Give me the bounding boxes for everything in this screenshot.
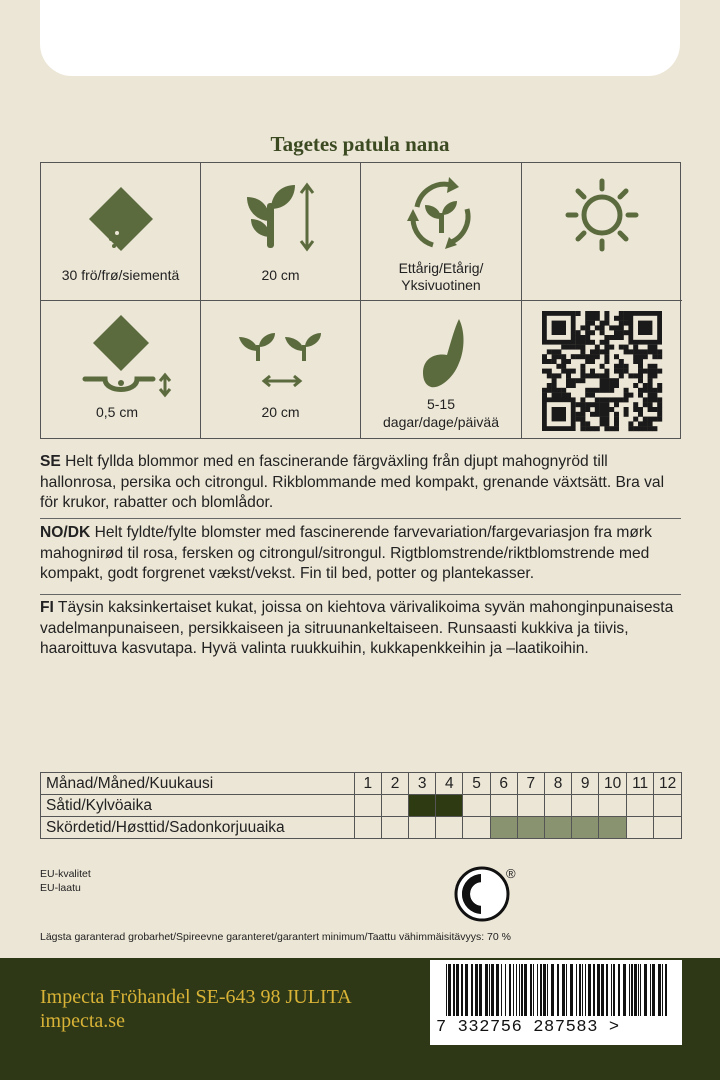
annual-cycle-icon (361, 163, 522, 273)
plant-spacing-icon (201, 301, 361, 411)
lang-code-nodk: NO/DK (40, 524, 91, 541)
growing-info-grid (40, 162, 681, 439)
month-cell: 6 (490, 773, 517, 795)
sowing-month-cell (409, 795, 436, 817)
annual-label-line1: Ettårig/Etårig/ (398, 260, 484, 276)
month-cell: 7 (517, 773, 544, 795)
calendar-empty-cell (381, 817, 408, 839)
plant-height-cell (201, 163, 361, 301)
calendar-empty-cell (490, 795, 517, 817)
month-cell: 4 (436, 773, 463, 795)
calendar-empty-cell (381, 795, 408, 817)
calendar-month-row (41, 773, 682, 795)
description-se (40, 452, 682, 514)
harvest-month-cell (599, 817, 627, 839)
annual-cell (361, 163, 522, 301)
sowing-month-cell (436, 795, 463, 817)
sun-icon (522, 163, 682, 273)
description-nodk (40, 523, 682, 585)
calendar-empty-cell (409, 817, 436, 839)
harvest-month-cell (572, 817, 599, 839)
calendar-harvest-row (41, 817, 682, 839)
month-cell: 5 (463, 773, 490, 795)
eu-quality-label: EU-kvalitet (40, 868, 91, 880)
month-cell: 3 (409, 773, 436, 795)
description-se-text: Helt fyllda blommor med en fascinerande färgväxling från djupt mahognyröd till hallonrosa, persika och citrongul. Rikblommande med kompakt, grenande växtsätt. Bra val för krukor, rabatter och blomlådor. (40, 453, 665, 511)
sprouting-seed-icon (361, 301, 522, 411)
seed-packet-icon (41, 163, 201, 273)
calendar-empty-cell (654, 817, 682, 839)
harvest-month-cell (544, 817, 571, 839)
company-address: Impecta Fröhandel SE-643 98 JULITA (40, 986, 352, 1008)
calendar-empty-cell (626, 817, 654, 839)
harvest-month-cell (490, 817, 517, 839)
plant-height-label: 20 cm (261, 267, 300, 283)
divider (40, 594, 681, 595)
calendar-empty-cell (436, 817, 463, 839)
lang-code-fi: FI (40, 599, 54, 616)
lang-code-se: SE (40, 453, 61, 470)
month-cell: 11 (626, 773, 654, 795)
calendar-empty-cell (463, 795, 490, 817)
germination-cell (361, 301, 522, 438)
calendar-empty-cell (654, 795, 682, 817)
sun-exposure-cell (522, 163, 682, 301)
description-nodk-text: Helt fyldte/fylte blomster med fascinerende farvevariation/fargevariasjon fra mørk mahognirød til rosa, fersken og citrongul/sitrongul. Rigtblomstrende/riktblomstrende med kompakt, godt forgrenet vækst/vekst. Fin til bed, potter og plantekasser. (40, 524, 652, 582)
germination-guarantee: Lägsta garanterad grobarhet/Spireevne garanteret/garantert minimum/Taattu vähimmäisitävyys: 70 % (40, 931, 511, 943)
eu-quality-label-fi: EU-laatu (40, 882, 81, 894)
calendar-empty-cell (354, 795, 381, 817)
month-row-label: Månad/Måned/Kuukausi (41, 773, 355, 795)
month-cell: 12 (654, 773, 682, 795)
barcode-bars (430, 960, 682, 1016)
species-title: Tagetes patula nana (270, 132, 450, 156)
calendar-empty-cell (354, 817, 381, 839)
sowing-calendar (40, 772, 682, 839)
description-fi-text: Täysin kaksinkertaiset kukat, joissa on kiehtova värivalikoima syvän mahonginpunaisesta vadelmanpunaiseen, persikkaiseen ja sitruunankeltaiseen. Runsaasti kukkiva ja tiivis, haaroittuva kasvutapa. Hyvä valinta ruukkuihin, kukkapenkkeihin ja –laatikoihin. (40, 599, 674, 657)
sow-depth-cell (41, 301, 201, 438)
seed-count-label: 30 frö/frø/siementä (61, 267, 180, 283)
plant-height-icon (201, 163, 361, 273)
calendar-sowing-row (41, 795, 682, 817)
calendar-empty-cell (463, 817, 490, 839)
calendar-empty-cell (599, 795, 627, 817)
month-cell: 8 (544, 773, 571, 795)
month-cell: 10 (599, 773, 627, 795)
sowing-row-label: Såtid/Kylvöaika (41, 795, 355, 817)
qr-code[interactable] (522, 301, 682, 438)
calendar-empty-cell (544, 795, 571, 817)
germination-days-label: 5-15 (426, 396, 456, 412)
divider (40, 518, 681, 519)
barcode-number: 7 332756 287583 > (436, 1018, 620, 1037)
hanging-hole-cutout (40, 0, 680, 76)
month-cell: 2 (381, 773, 408, 795)
calendar-empty-cell (572, 795, 599, 817)
registered-mark: ® (506, 866, 516, 881)
harvest-month-cell (517, 817, 544, 839)
calendar-empty-cell (626, 795, 654, 817)
plant-spacing-cell (201, 301, 361, 438)
sow-depth-label: 0,5 cm (96, 404, 139, 420)
website-link[interactable]: impecta.se (40, 1010, 125, 1032)
harvest-row-label: Skördetid/Høsttid/Sadonkorjuuaika (41, 817, 355, 839)
plant-spacing-label: 20 cm (261, 404, 300, 420)
annual-label-line2: Yksivuotinen (401, 277, 481, 293)
seed-count-cell (41, 163, 201, 301)
germination-unit-label: dagar/dage/päivää (383, 414, 499, 430)
calendar-empty-cell (517, 795, 544, 817)
month-cell: 9 (572, 773, 599, 795)
qr-code-cell (522, 301, 682, 438)
month-cell: 1 (354, 773, 381, 795)
description-fi (40, 598, 682, 660)
sow-depth-icon (41, 301, 201, 411)
